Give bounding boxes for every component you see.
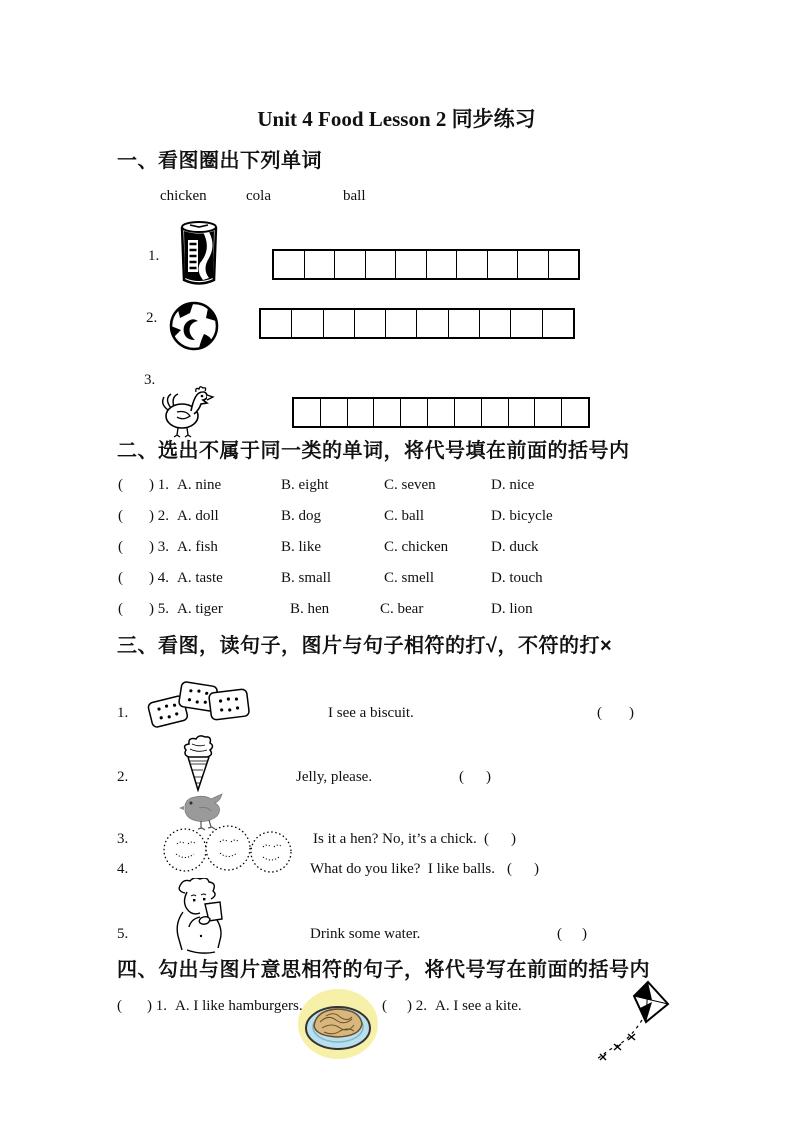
section2-heading: 二、选出不属于同一类的单词，将代号填在前面的括号内 — [117, 440, 630, 462]
s2-row-2-option-b: B. dog — [281, 508, 322, 524]
kite-image — [592, 976, 672, 1066]
s3-item2-number: 2. — [117, 769, 129, 785]
grid-cell[interactable] — [511, 310, 542, 337]
s2-row-2-option-d: D. bicycle — [491, 508, 553, 524]
s2-row-3-option-c: C. chicken — [384, 539, 449, 555]
s2-row-1-option-b: B. eight — [281, 477, 329, 493]
grid-cell[interactable] — [488, 251, 519, 278]
letter-grid-2[interactable] — [259, 308, 575, 339]
grid-cell[interactable] — [480, 310, 511, 337]
s3-item1-number: 1. — [117, 705, 129, 721]
grid-cell[interactable] — [355, 310, 386, 337]
s2-row-2-option-a: ) 2. A. doll — [149, 508, 219, 524]
s2-row-5-option-b: B. hen — [290, 601, 330, 617]
word-bank-ball: ball — [343, 188, 366, 204]
s2-row-3-option-b: B. like — [281, 539, 321, 555]
s2-row-5 — [0, 601, 793, 621]
section3-heading: 三、看图，读句子，图片与句子相符的打√，不符的打× — [117, 635, 613, 657]
ball-image — [168, 300, 220, 352]
boy-drinking-image — [163, 878, 239, 956]
s2-row-4-option-a: ) 4. A. taste — [149, 570, 223, 586]
grid-cell[interactable] — [457, 251, 488, 278]
s3-item3-number: 3. — [117, 831, 129, 847]
answer-paren-close: ) — [486, 769, 491, 785]
s3-item5-number: 5. — [117, 926, 129, 942]
answer-paren-open[interactable]: ( — [117, 998, 122, 1014]
answer-paren-open[interactable]: ( — [557, 926, 562, 942]
answer-paren-close: ) — [582, 926, 587, 942]
s2-row-4-option-b: B. small — [281, 570, 332, 586]
s2-row-3-option-d: D. duck — [491, 539, 539, 555]
section4-heading: 四、勾出与图片意思相符的句子，将代号写在前面的括号内 — [117, 959, 650, 981]
letter-grid-1[interactable] — [272, 249, 580, 280]
grid-cell[interactable] — [509, 399, 536, 426]
grid-cell[interactable] — [427, 251, 458, 278]
answer-paren-close: ) — [511, 831, 516, 847]
s2-row-5-option-a: ) 5. A. tiger — [149, 601, 223, 617]
s2-row-1-option-a: ) 1. A. nine — [149, 477, 222, 493]
s2-row-2 — [0, 508, 793, 528]
grid-cell[interactable] — [305, 251, 336, 278]
grid-cell[interactable] — [455, 399, 482, 426]
grid-cell[interactable] — [348, 399, 375, 426]
grid-cell[interactable] — [294, 399, 321, 426]
grid-cell[interactable] — [324, 310, 355, 337]
grid-cell[interactable] — [428, 399, 455, 426]
s3-item4-sentence: What do you like? I like balls. — [310, 861, 495, 877]
grid-cell[interactable] — [386, 310, 417, 337]
grid-cell[interactable] — [274, 251, 305, 278]
section1-heading: 一、看图圈出下列单词 — [117, 150, 322, 172]
grid-cell[interactable] — [366, 251, 397, 278]
s2-row-3 — [0, 539, 793, 559]
word-bank-chicken: chicken — [160, 188, 207, 204]
s3-item3-sentence: Is it a hen? No, it’s a chick. — [313, 831, 477, 847]
answer-paren-open[interactable]: ( — [507, 861, 512, 877]
grid-cell[interactable] — [396, 251, 427, 278]
s4-item1-text: ) 1. A. I like hamburgers. — [147, 998, 303, 1014]
s3-item1-sentence: I see a biscuit. — [328, 705, 414, 721]
answer-paren-open[interactable]: ( — [118, 508, 123, 524]
s3-item5-sentence: Drink some water. — [310, 926, 421, 942]
s1-item1-number: 1. — [148, 248, 160, 264]
grid-cell[interactable] — [449, 310, 480, 337]
s2-row-1-option-d: D. nice — [491, 477, 535, 493]
letter-grid-3[interactable] — [292, 397, 590, 428]
s3-item2-sentence: Jelly, please. — [296, 769, 373, 785]
answer-paren-open[interactable]: ( — [118, 570, 123, 586]
s2-row-1-option-c: C. seven — [384, 477, 436, 493]
answer-paren-open[interactable]: ( — [459, 769, 464, 785]
s2-row-4 — [0, 570, 793, 590]
answer-paren-open[interactable]: ( — [484, 831, 489, 847]
cola-can-image — [176, 219, 222, 287]
s2-row-5-option-d: D. lion — [491, 601, 533, 617]
noodles-plate-image — [296, 986, 380, 1064]
s2-row-3-option-a: ) 3. A. fish — [149, 539, 218, 555]
word-bank-cola: cola — [246, 188, 271, 204]
grid-cell[interactable] — [562, 399, 588, 426]
grid-cell[interactable] — [535, 399, 562, 426]
s1-item3-number: 3. — [144, 372, 156, 388]
grid-cell[interactable] — [321, 399, 348, 426]
grid-cell[interactable] — [261, 310, 292, 337]
grid-cell[interactable] — [482, 399, 509, 426]
s2-row-1 — [0, 477, 793, 497]
biscuits-image — [146, 676, 250, 734]
grid-cell[interactable] — [374, 399, 401, 426]
answer-paren-open[interactable]: ( — [118, 477, 123, 493]
grid-cell[interactable] — [401, 399, 428, 426]
grid-cell[interactable] — [543, 310, 573, 337]
grid-cell[interactable] — [518, 251, 549, 278]
grid-cell[interactable] — [292, 310, 323, 337]
page-title: Unit 4 Food Lesson 2 同步练习 — [257, 107, 536, 131]
s2-row-4-option-c: C. smell — [384, 570, 435, 586]
answer-paren-open[interactable]: ( — [118, 601, 123, 617]
grid-cell[interactable] — [417, 310, 448, 337]
grid-cell[interactable] — [335, 251, 366, 278]
answer-paren-open[interactable]: ( — [382, 998, 387, 1014]
s2-row-2-option-c: C. ball — [384, 508, 424, 524]
answer-paren-open[interactable]: ( — [118, 539, 123, 555]
hen-image — [158, 382, 216, 440]
answer-paren-close: ) — [629, 705, 634, 721]
grid-cell[interactable] — [549, 251, 579, 278]
fuzzy-balls-image — [162, 820, 294, 878]
s2-row-4-option-d: D. touch — [491, 570, 543, 586]
s2-row-5-option-c: C. bear — [380, 601, 424, 617]
s1-item2-number: 2. — [146, 310, 158, 326]
s3-item4-number: 4. — [117, 861, 129, 877]
s4-item2-text: ) 2. A. I see a kite. — [407, 998, 522, 1014]
ice-cream-image — [179, 733, 217, 793]
answer-paren-close: ) — [534, 861, 539, 877]
answer-paren-open[interactable]: ( — [597, 705, 602, 721]
